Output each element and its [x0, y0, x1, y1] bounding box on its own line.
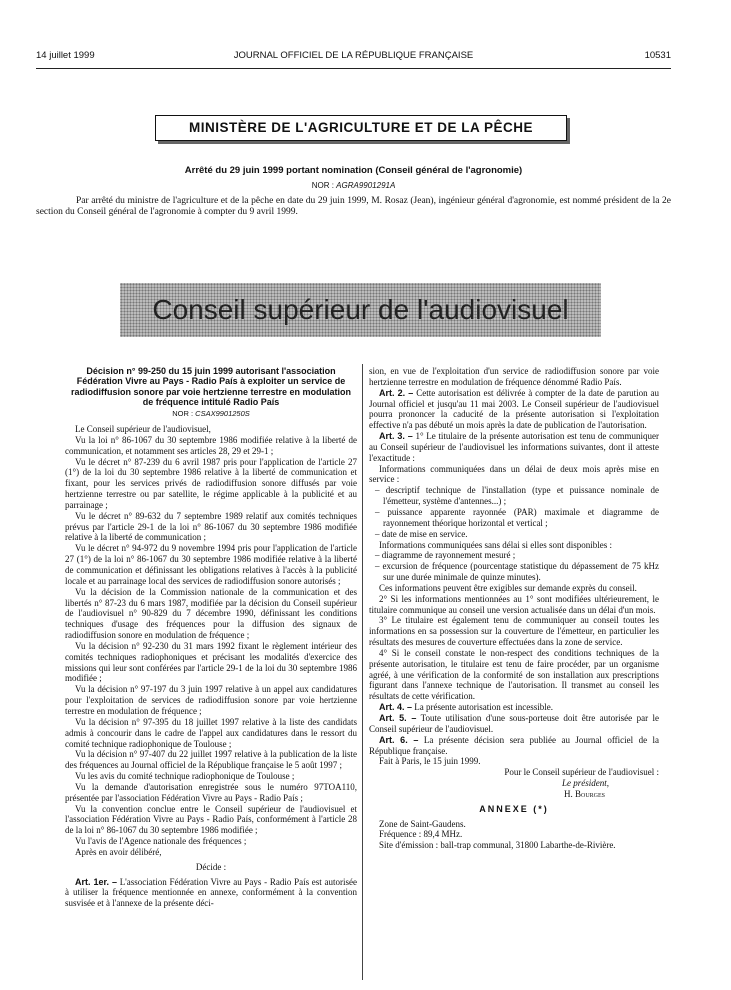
visa-paragraph: Vu le décret n° 89-632 du 7 septembre 1989 relatif aux comités techniques prévus par l'article 29-1 de la loi n° 86-1067 du 30 septembre 1986 modifiée relative à la liberté de communication ; [65, 510, 357, 543]
column-divider [362, 364, 363, 980]
article-4-text: La présente autorisation est incessible. [414, 702, 553, 713]
article-5-label: Art. 5. – [379, 713, 417, 723]
decide-label: Décide : [195, 861, 227, 872]
visa-paragraph: Après en avoir délibéré, [75, 846, 162, 857]
visa-paragraph: Vu la décision de la Commission nationale de la communication et des libertés n° 87-23 du 6 mars 1987, modifiée par la décision du Conseil supérieur de l'audiovisuel n° 90-829 du 7 décembre 1990, définissant les conditions techniques d'usage des fréquences pour la diffusion des signaux de radiodiffusion sonore en modulation de fréquence ; [65, 586, 357, 641]
arrete-nor-label: NOR : [311, 181, 334, 190]
article-1-continuation: sion, en vue de l'exploitation d'un service de radiodiffusion sonore par voie hertzienne terrestre en modulation de fréquence dénommé Radio País. [369, 366, 659, 387]
visa-paragraph: Vu l'avis de l'Agence nationale des fréquences ; [75, 836, 247, 847]
header-page-number: 10531 [644, 50, 671, 61]
visa-paragraph: Vu la loi n° 86-1067 du 30 septembre 1986 modifiée relative à la liberté de communication, et notamment ses articles 28, 29 et 29-1 ; [65, 434, 357, 456]
info-no-delay: Informations communiquées sans délai si elles sont disponibles : [379, 539, 612, 550]
visa-paragraph: Vu la demande d'autorisation enregistrée sous le numéro 97TOA110, présentée par l'association Fédération Vivre au Pays - Radio País ; [65, 781, 357, 803]
annexe-line: Site d'émission : ball-trap communal, 31800 Labarthe-de-Rivière. [379, 840, 616, 851]
csa-section-banner [120, 283, 601, 337]
info-two-months: Informations communiquées dans un délai de deux mois après mise en service : [369, 463, 659, 485]
annexe-line: Fréquence : 89,4 MHz. [379, 829, 463, 840]
signature-name: H. Bourges [563, 788, 605, 799]
decision-nor-code: CSAX9901250S [195, 409, 250, 419]
article-5 [369, 713, 659, 735]
ministry-title-box [155, 115, 567, 141]
article-3-text: 1° Le titulaire de la présente autorisation est tenu de communiquer au Conseil supérieur de l'audiovisuel les informations suivantes, dont il atteste l'exactitude : [369, 431, 659, 463]
visa-paragraph: Vu la décision n° 97-407 du 22 juillet 1997 relative à la publication de la liste des fréquences au Journal officiel de la République française le 5 août 1997 ; [65, 749, 357, 771]
left-column [65, 366, 357, 909]
ministry-title: MINISTÈRE DE L'AGRICULTURE ET DE LA PÊCHE [189, 120, 533, 135]
article-3 [369, 431, 659, 464]
paragraph-3: 3° Le titulaire est également tenu de communiquer au conseil toutes les informations en sa possession sur la couverture de l'émetteur, en particulier les résultats des mesures de couverture effectuées dans la zone de service. [369, 615, 659, 648]
visa-paragraph: Vu les avis du comité technique radiophonique de Toulouse ; [75, 771, 295, 782]
article-4-label: Art. 4. – [379, 702, 413, 713]
list-item: – excursion de fréquence (pourcentage statistique du dépassement de 75 kHz sur une durée minimale de quinze minutes). [375, 561, 659, 583]
article-2-text: Cette autorisation est délivrée à compter de la date de parution au Journal officiel et jusqu'au 11 mai 2003. Le Conseil supérieur de l'audiovisuel pourra prononcer la caducité de la présente autorisation si l'exploitation effective n'a pas débuté un mois après la date de publication de l'autorisation. [369, 387, 659, 431]
visa-paragraph: Vu la décision n° 97-395 du 18 juillet 1997 relative à la liste des candidats admis à concourir dans le cadre de l'appel aux candidatures dans le ressort du comité technique radiophonique de Toulouse ; [65, 716, 357, 749]
place-date: Fait à Paris, le 15 juin 1999. [379, 756, 481, 767]
paragraph-2: 2° Si les informations mentionnées au 1° sont modifiées ultérieurement, le titulaire communique au conseil une version actualisée dans un délai d'un mois. [369, 593, 659, 615]
csa-section-title: Conseil supérieur de l'audiovisuel [152, 294, 569, 325]
header-date: 14 juillet 1999 [36, 50, 95, 61]
visa-paragraph: Vu la décision n° 92-230 du 31 mars 1992 fixant le règlement intérieur des comités techniques radiophoniques et précisant les modalités d'exercice des missions qui leur sont conférées par l'article 29-1 de la loi du 30 septembre 1986 modifiée ; [65, 640, 357, 684]
article-1-label: Art. 1er. – [75, 876, 117, 887]
article-2-label: Art. 2. – [379, 387, 414, 398]
arrete-nor-code: AGRA9901291A [336, 181, 396, 190]
article-4 [369, 702, 659, 713]
article-6 [369, 735, 659, 757]
article-1 [65, 877, 357, 910]
header-rule [36, 68, 671, 69]
article-2 [369, 388, 659, 431]
signature-role: Le président, [562, 778, 609, 789]
article-1-text: L'association Fédération Vivre au Pays - Radio País est autorisée à utiliser la fréquence mentionnée en annexe, conformément à la convention susvisée et à l'annexe de la présente déci- [65, 876, 357, 909]
visa-paragraph: Vu le décret n° 94-972 du 9 novembre 1994 pris pour l'application de l'article 27 (1°) de la loi n° 86-1067 du 30 septembre 1986 modifiée relative à la liberté de communication et définissant les obligations relatives à l'accès à la publicité locale et au parrainage local des services de radiodiffusion sonore autorisés ; [65, 543, 357, 586]
visa-paragraph: Vu la convention conclue entre le Conseil supérieur de l'audiovisuel et l'association Fédération Vivre au Pays - Radio País, conformément à l'article 28 de la loi n° 86-1067 du 30 septembre 1986 modifiée ; [65, 803, 357, 836]
list-item: – puissance apparente rayonnée (PAR) maximale et diagramme de rayonnement théorique horizontal et vertical ; [375, 506, 659, 528]
signature-for: Pour le Conseil supérieur de l'audiovisuel : [504, 767, 659, 778]
annexe-title: ANNEXE (*) [479, 803, 549, 814]
list-item: – descriptif technique de l'installation (type et puissance nominale de l'émetteur, système d'antennes...) ; [375, 485, 659, 507]
arrete-nor [36, 181, 671, 190]
article-6-label: Art. 6. – [379, 734, 419, 745]
decision-nor [65, 409, 357, 420]
visa-paragraph: Le Conseil supérieur de l'audiovisuel, [75, 424, 211, 435]
arrete-body: Par arrêté du ministre de l'agriculture et de la pêche en date du 29 juin 1999, M. Rosaz (Jean), ingénieur général d'agronomie, est nommé président de la 2e section du Conseil général de l'agronomie à compter du 9 avril 1999. [36, 196, 671, 217]
paragraph-4: 4° Si le conseil constate le non-respect des conditions techniques de la présente autorisation, le titulaire est tenu de faire procéder, par un organisme agréé, à une vérification de la conformité de son installation aux prescriptions figurant dans l'annexe technique de l'autorisation. Il transmet au conseil les résultats de cette vérification. [369, 647, 659, 702]
article-6-text: La présente décision sera publiée au Journal officiel de la République française. [369, 734, 660, 756]
header-journal-title: JOURNAL OFFICIEL DE LA RÉPUBLIQUE FRANÇAISE [233, 50, 474, 61]
article-5-text: Toute utilisation d'une sous-porteuse doit être autorisée par le Conseil supérieur de l'audiovisuel. [369, 713, 659, 734]
decision-nor-label: NOR : [172, 409, 194, 419]
right-column [369, 366, 659, 851]
list-item: – date de mise en service. [375, 528, 468, 539]
demand-paragraph: Ces informations peuvent être exigibles sur demande exprès du conseil. [379, 582, 637, 593]
page-header [36, 50, 671, 66]
visa-paragraph: Vu le décret n° 87-239 du 6 avril 1987 pris pour l'application de l'article 27 (1°) de la loi du 30 septembre 1986 relative à la liberté de communication et fixant, pour les services privés de radiodiffusion sonore diffusés par voie hertzienne terrestre ou par satellite, le régime applicable à la publicité et au parrainage ; [65, 456, 357, 510]
article-3-label: Art. 3. – [379, 431, 413, 442]
annexe-line: Zone de Saint-Gaudens. [379, 818, 466, 829]
arrete-title: Arrêté du 29 juin 1999 portant nomination (Conseil général de l'agronomie) [184, 165, 523, 176]
visa-paragraph: Vu la décision n° 97-197 du 3 juin 1997 relative à un appel aux candidatures pour l'exploitation de services de radiodiffusion sonore par voie hertzienne terrestre en modulation de fréquence ; [65, 684, 357, 716]
decision-title: Décision n° 99-250 du 15 juin 1999 autorisant l'association Fédération Vivre au Pays - Radio País à exploiter un service de radiodiffusion sonore par voie hertzienne terrestre en modulation de fréquence intitulé Radio País [70, 366, 352, 407]
list-item: – diagramme de rayonnement mesuré ; [375, 550, 516, 561]
